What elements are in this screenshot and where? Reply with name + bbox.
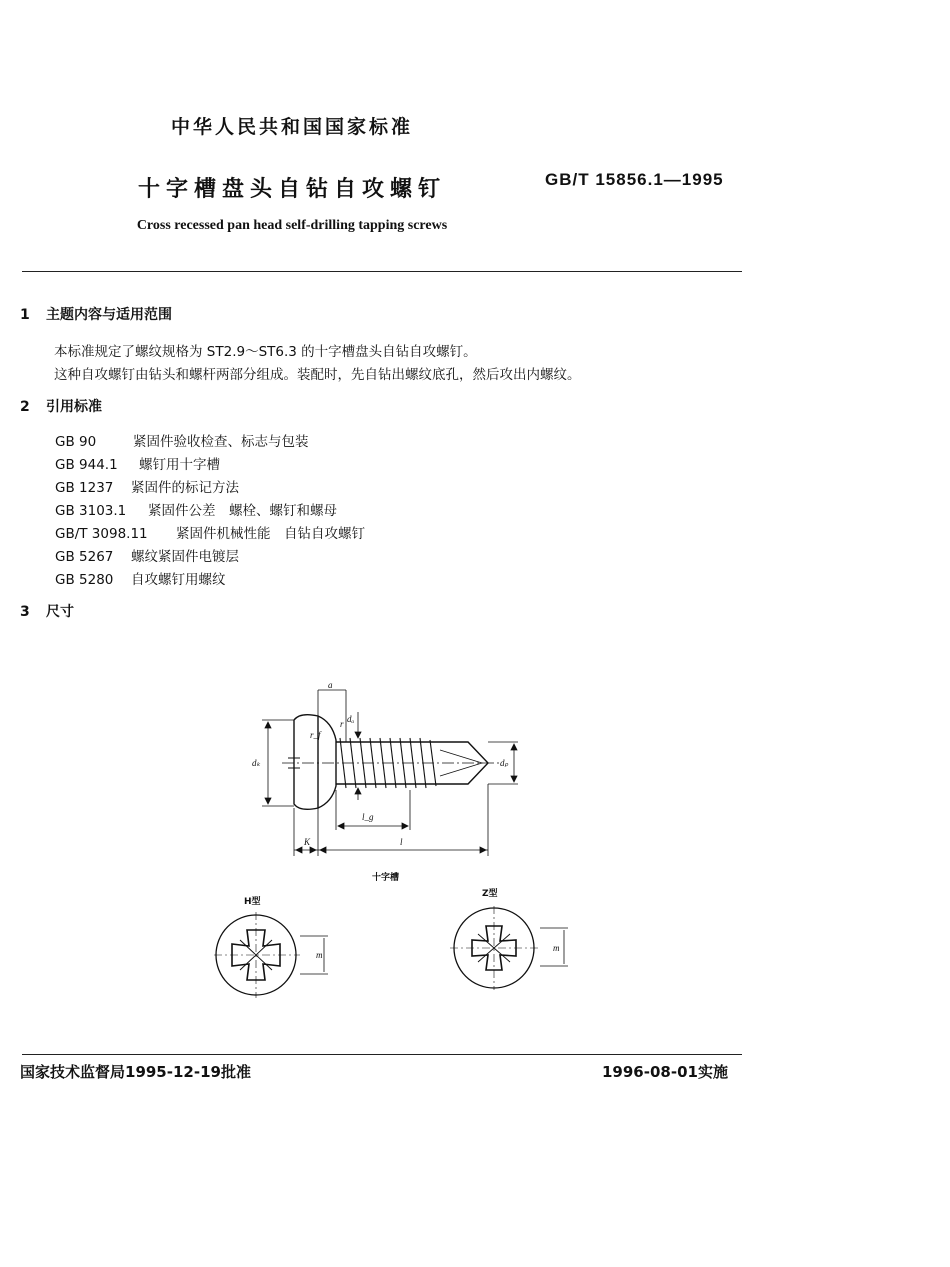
reference-name: 螺钉用十字槽 bbox=[139, 457, 220, 473]
national-standard-heading: 中华人民共和国国家标准 bbox=[170, 116, 413, 138]
reference-code: GB/T 3098.11 bbox=[55, 526, 148, 542]
section-title: 引用标准 bbox=[46, 399, 102, 415]
english-title: Cross recessed pan head self-drilling tapping screws bbox=[136, 218, 448, 233]
label-l: l bbox=[400, 837, 403, 847]
standard-number: GB/T 15856.1—1995 bbox=[545, 170, 724, 189]
reference-name: 自攻螺钉用螺纹 bbox=[131, 572, 226, 588]
recess-caption: 十字槽 bbox=[372, 873, 400, 883]
label-rf: r_f bbox=[310, 730, 321, 740]
pan-head-underside bbox=[318, 716, 336, 808]
issuer-approval: 国家技术监督局1995-12-19批准 bbox=[20, 1063, 251, 1081]
label-K: K bbox=[304, 837, 311, 847]
label-lg: l_g bbox=[362, 812, 374, 822]
z-type-recess-view bbox=[450, 906, 568, 990]
section-number: 2 bbox=[20, 399, 30, 415]
label-m-z: m bbox=[553, 943, 560, 953]
reference-code: GB 1237 bbox=[55, 480, 114, 496]
label-m-h: m bbox=[316, 950, 323, 960]
section-title: 主题内容与适用范围 bbox=[46, 307, 172, 323]
document-title: 十字槽盘头自钻自攻螺钉 bbox=[137, 177, 446, 202]
reference-name: 螺纹紧固件电镀层 bbox=[131, 549, 239, 565]
effective-date: 1996-08-01实施 bbox=[602, 1063, 728, 1081]
label-r: r bbox=[340, 719, 344, 729]
reference-code: GB 3103.1 bbox=[55, 503, 127, 519]
footer-rule bbox=[22, 1054, 742, 1055]
reference-code: GB 90 bbox=[55, 434, 97, 450]
h-type-recess-view bbox=[214, 912, 328, 998]
type-z-label: Z型 bbox=[482, 889, 498, 899]
type-h-label: H型 bbox=[244, 897, 261, 907]
reference-name: 紧固件的标记方法 bbox=[131, 480, 239, 496]
section-number: 3 bbox=[20, 604, 30, 620]
label-dk: dₖ bbox=[252, 758, 261, 768]
pan-head-outline bbox=[294, 715, 318, 810]
section-1-paragraph-2: 这种自攻螺钉由钻头和螺杆两部分组成。装配时，先自钻出螺纹底孔，然后攻出内螺纹。 bbox=[54, 367, 581, 383]
reference-name: 紧固件机械性能 自钻自攻螺钉 bbox=[176, 526, 365, 542]
section-number: 1 bbox=[20, 307, 30, 323]
label-a: a bbox=[328, 680, 333, 690]
reference-name: 紧固件公差 螺栓、螺钉和螺母 bbox=[148, 503, 337, 519]
section-1-paragraph-1: 本标准规定了螺纹规格为 ST2.9～ST6.3 的十字槽盘头自钻自攻螺钉。 bbox=[54, 344, 477, 360]
section-title: 尺寸 bbox=[46, 604, 74, 620]
reference-code: GB 944.1 bbox=[55, 457, 118, 473]
reference-code: GB 5267 bbox=[55, 549, 114, 565]
label-da: dₐ bbox=[347, 714, 355, 724]
reference-code: GB 5280 bbox=[55, 572, 114, 588]
label-dp: dₚ bbox=[500, 758, 509, 768]
reference-name: 紧固件验收检查、标志与包装 bbox=[133, 434, 309, 450]
